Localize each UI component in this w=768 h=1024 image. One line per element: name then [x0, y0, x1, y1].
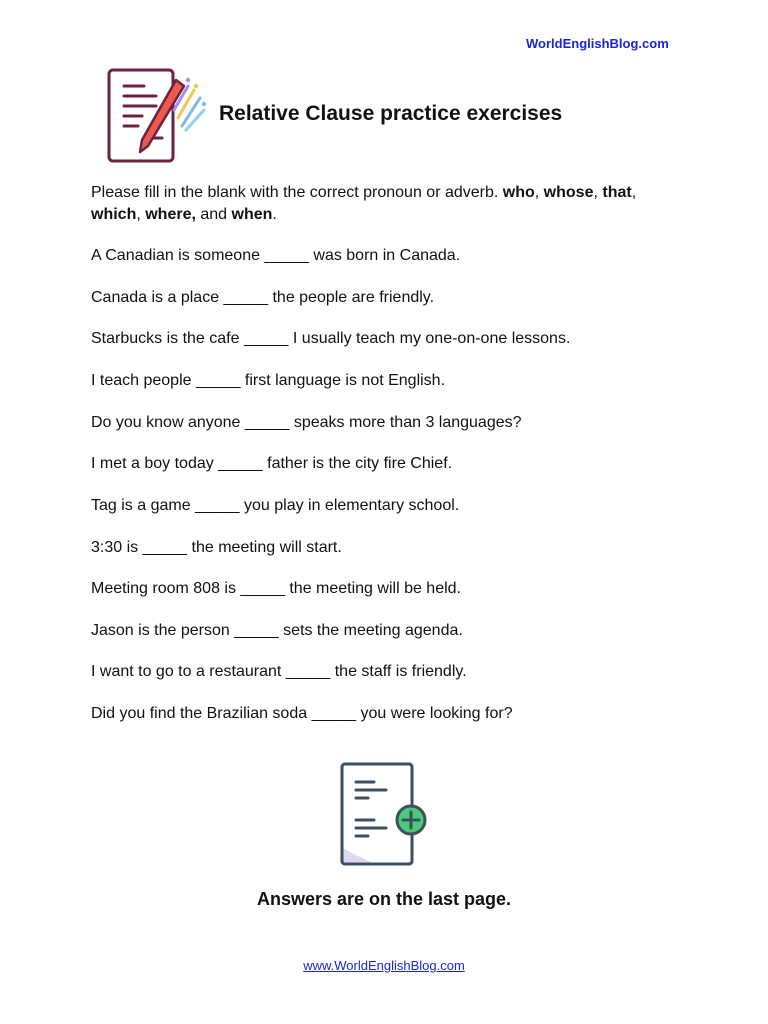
site-link-bottom[interactable]: www.WorldEnglishBlog.com: [303, 958, 465, 973]
exercise-sentence: I met a boy today _____ father is the city fire Chief.: [91, 455, 453, 472]
exercise-sentence: Meeting room 808 is _____ the meeting will be held.: [91, 580, 461, 597]
exercise-sentence: Canada is a place _____ the people are friendly.: [91, 289, 435, 306]
exercise-sentence: Tag is a game _____ you play in elementary school.: [91, 497, 460, 514]
document-add-icon: [334, 760, 434, 870]
exercise-sentence: Do you know anyone _____ speaks more than 3 languages?: [91, 414, 522, 431]
exercise-sentence: I teach people _____ first language is not English.: [91, 372, 446, 389]
answers-note: Answers are on the last page.: [256, 889, 512, 909]
exercise-sentence: 3:30 is _____ the meeting will start.: [91, 539, 342, 556]
site-link-top[interactable]: WorldEnglishBlog.com: [526, 36, 669, 51]
exercise-sentence: I want to go to a restaurant _____ the staff is friendly.: [91, 663, 467, 680]
exercise-sentence: A Canadian is someone _____ was born in Canada.: [91, 247, 461, 264]
exercise-sentence: Starbucks is the cafe _____ I usually teach my one-on-one lessons.: [91, 330, 571, 347]
page-title: Relative Clause practice exercises: [219, 102, 563, 125]
notepad-pencil-icon: [104, 66, 212, 166]
footer-link-wrap: [0, 958, 768, 973]
exercise-sentence: Jason is the person _____ sets the meeting agenda.: [91, 622, 463, 639]
instructions: Please fill in the blank with the correct pronoun or adverb. who, whose, that, which, where, and when.: [91, 184, 637, 223]
exercise-sentence: Did you find the Brazilian soda _____ you were looking for?: [91, 705, 513, 722]
